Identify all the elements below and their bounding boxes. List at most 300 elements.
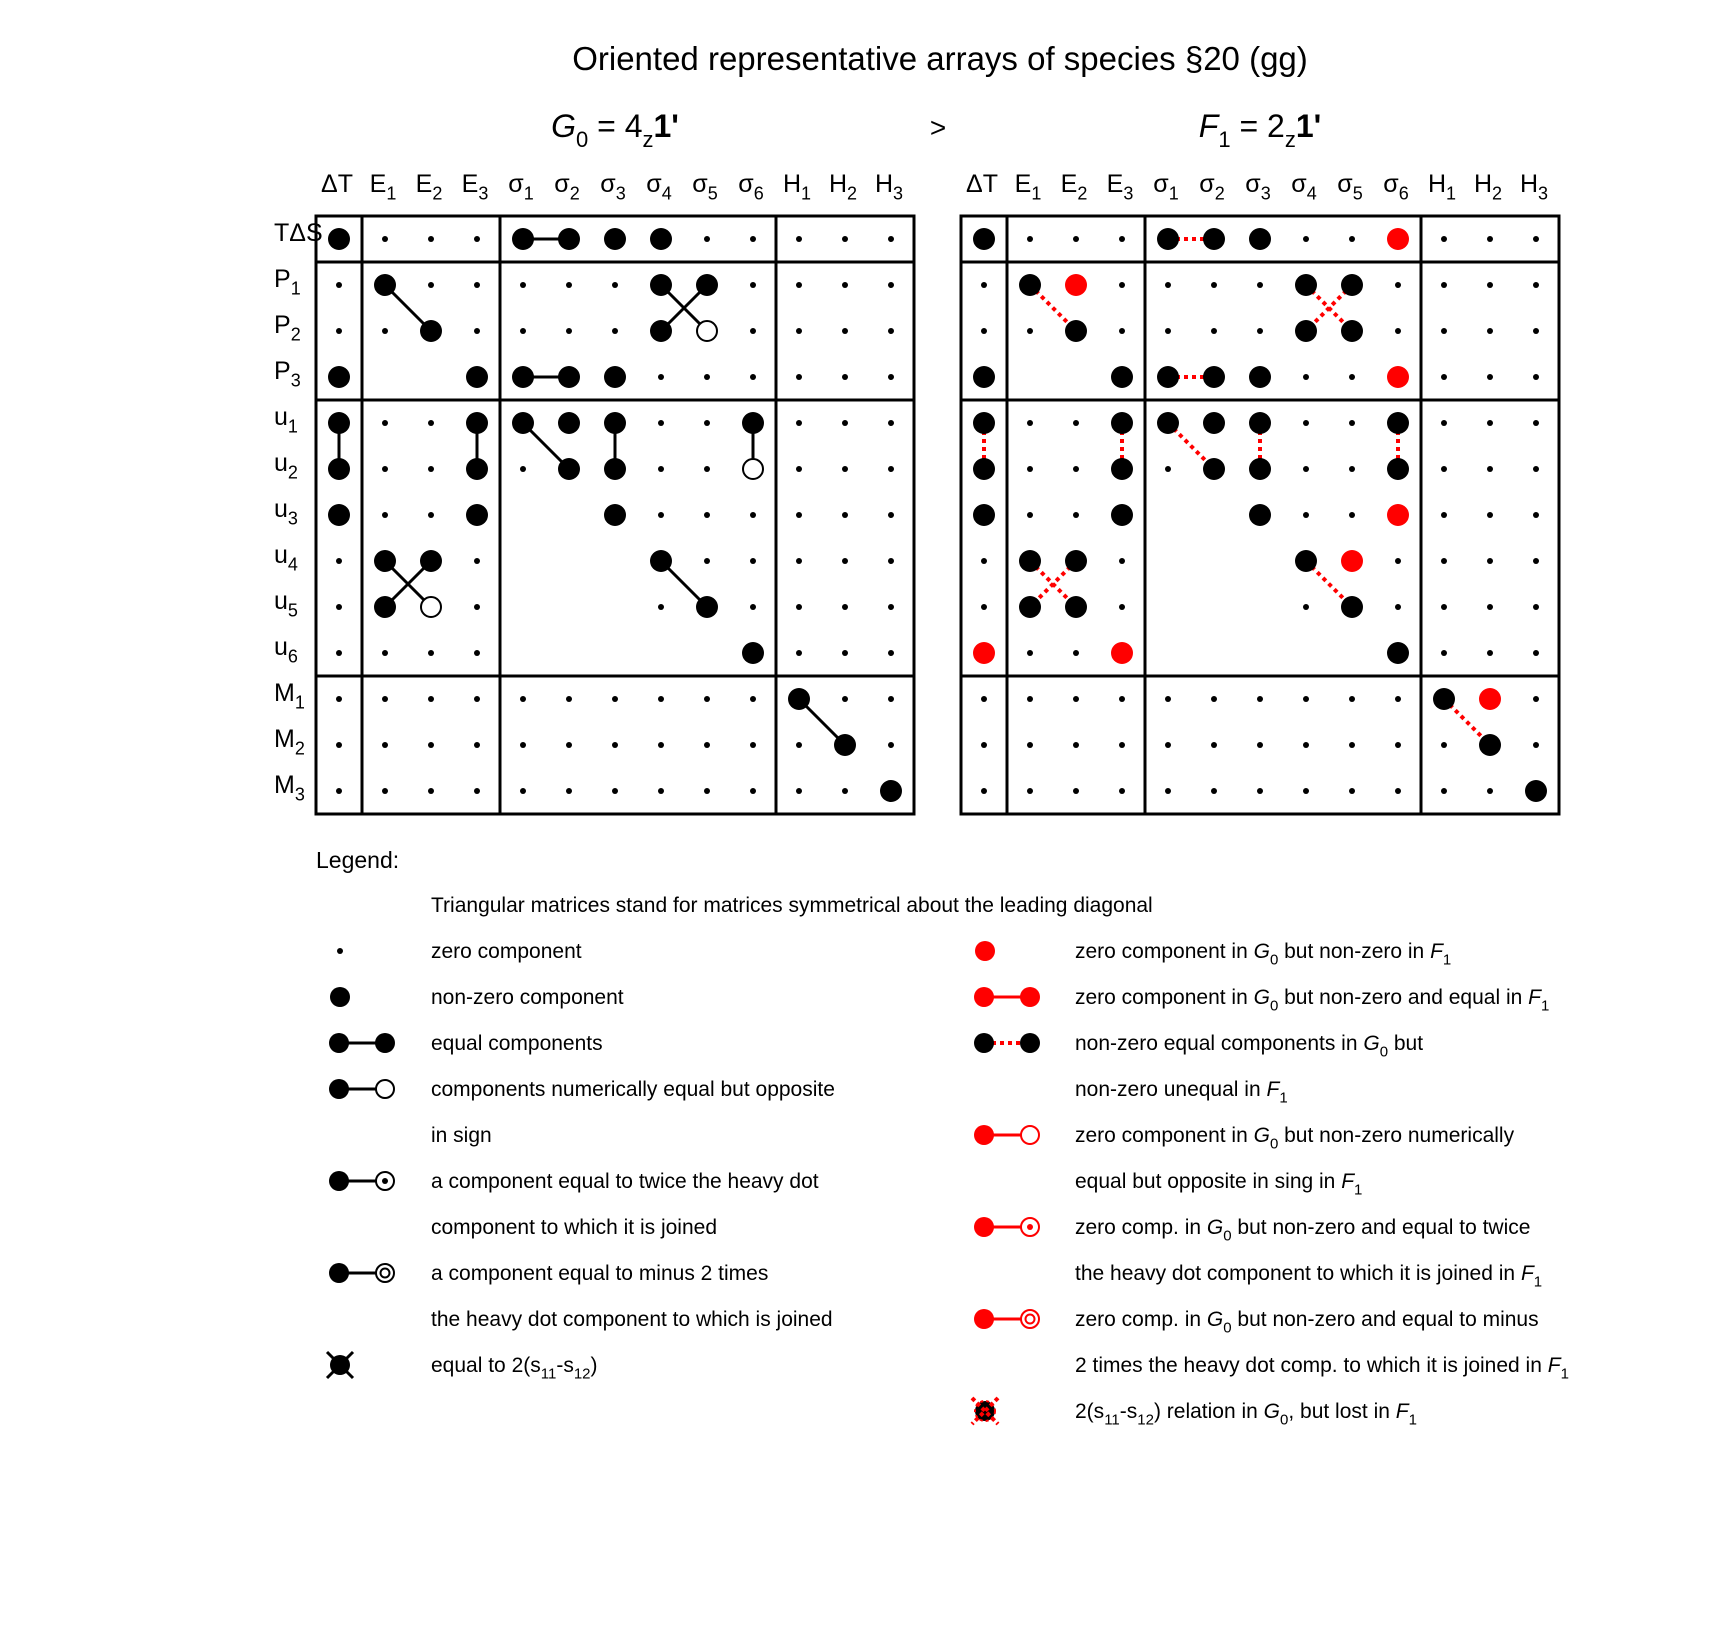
zero-component-dot — [1487, 420, 1493, 426]
zero-component-dot — [1349, 420, 1355, 426]
zero-component-dot — [1441, 558, 1447, 564]
zero-component-dot — [842, 282, 848, 288]
zero-component-dot — [1119, 742, 1125, 748]
legend-heading: Legend: — [316, 847, 400, 873]
nonzero-component-dot — [1203, 228, 1225, 250]
nonzero-component-dot — [1387, 642, 1409, 664]
zero-component-dot — [1303, 374, 1309, 380]
nonzero-component-dot — [973, 504, 995, 526]
zero-component-dot — [981, 696, 987, 702]
nonzero-component-dot — [1111, 366, 1133, 388]
zero-component-dot — [382, 650, 388, 656]
zero-component-dot — [842, 788, 848, 794]
nonzero-component-dot — [1479, 734, 1501, 756]
zero-component-dot — [1119, 282, 1125, 288]
zero-component-dot — [336, 788, 342, 794]
zero-component-dot — [1027, 742, 1033, 748]
zero-component-dot — [1441, 328, 1447, 334]
symbol-dot — [329, 1033, 349, 1053]
row-label: $u_4$ — [274, 541, 298, 575]
nonzero-component-dot — [466, 504, 488, 526]
relation-symbol: > — [929, 112, 947, 143]
nonzero-component-dot — [558, 412, 580, 434]
zero-component-dot — [1487, 650, 1493, 656]
row-label: TΔS — [274, 219, 323, 247]
zero-component-dot — [1487, 558, 1493, 564]
legend-text: components numerically equal but opposite — [431, 1078, 835, 1101]
zero-component-dot — [1165, 282, 1171, 288]
nonzero-component-dot — [420, 320, 442, 342]
zero-component-dot — [474, 604, 480, 610]
new-nonzero-component-dot — [1387, 228, 1409, 250]
zero-component-dot — [658, 788, 664, 794]
legend-text: zero comp. in $G_0$ but non-zero and equal to minus — [1075, 1308, 1539, 1337]
figure-title: Oriented representative arrays of species §20 (gg) — [572, 40, 1308, 77]
zero-component-dot — [658, 696, 664, 702]
zero-component-dot — [1349, 742, 1355, 748]
zero-component-dot — [1257, 742, 1263, 748]
nonzero-component-dot — [558, 228, 580, 250]
zero-component-dot — [888, 696, 894, 702]
zero-component-dot — [750, 604, 756, 610]
nonzero-component-dot — [328, 458, 350, 480]
zero-component-dot — [520, 696, 526, 702]
column-label: $H_2$ — [1473, 170, 1503, 204]
nonzero-component-dot — [328, 504, 350, 526]
nonzero-component-dot — [880, 780, 902, 802]
zero-component-dot — [520, 742, 526, 748]
zero-component-dot — [612, 696, 618, 702]
nonzero-component-dot — [1249, 366, 1271, 388]
zero-component-dot — [750, 788, 756, 794]
nonzero-component-dot — [558, 366, 580, 388]
zero-component-dot — [1257, 282, 1263, 288]
nonzero-component-dot — [1019, 550, 1041, 572]
column-label: $E_2$ — [1060, 170, 1088, 204]
legend-text: zero component in $G_0$ but non-zero in $F_1$ — [1075, 940, 1452, 969]
zero-component-dot — [1441, 604, 1447, 610]
legend-text: zero component — [431, 940, 582, 963]
zero-component-dot — [566, 788, 572, 794]
zero-component-dot — [796, 788, 802, 794]
nonzero-component-dot — [604, 412, 626, 434]
row-label: $P_3$ — [274, 357, 301, 391]
zero-component-dot — [336, 328, 342, 334]
zero-component-dot — [382, 742, 388, 748]
row-label: $M_1$ — [274, 679, 305, 713]
column-label: $\sigma_1$ — [1153, 170, 1179, 204]
symbol-ring — [1021, 1310, 1039, 1328]
zero-component-dot — [1349, 788, 1355, 794]
nonzero-component-dot — [1157, 228, 1179, 250]
zero-component-dot — [750, 236, 756, 242]
zero-component-dot — [750, 512, 756, 518]
zero-component-dot — [1441, 236, 1447, 242]
zero-component-dot — [1303, 742, 1309, 748]
zero-component-dot — [1349, 236, 1355, 242]
nonzero-component-dot — [1019, 596, 1041, 618]
column-label: $\sigma_3$ — [600, 170, 626, 204]
zero-component-dot — [612, 788, 618, 794]
zero-component-dot — [1487, 512, 1493, 518]
zero-component-dot — [1395, 742, 1401, 748]
symbol-dot — [974, 1217, 994, 1237]
nonzero-component-dot — [1249, 504, 1271, 526]
new-nonzero-component-dot — [1111, 642, 1133, 664]
zero-component-dot — [382, 420, 388, 426]
zero-component-dot — [1441, 282, 1447, 288]
zero-component-dot — [1533, 650, 1539, 656]
zero-component-dot — [842, 558, 848, 564]
legend-text: a component equal to minus 2 times — [431, 1262, 769, 1285]
zero-component-dot — [336, 742, 342, 748]
new-nonzero-component-dot — [1341, 550, 1363, 572]
legend-text: zero comp. in $G_0$ but non-zero and equal to twice — [1075, 1216, 1531, 1245]
zero-component-dot — [888, 558, 894, 564]
zero-component-dot — [474, 696, 480, 702]
zero-component-dot — [750, 282, 756, 288]
nonzero-component-dot — [1249, 228, 1271, 250]
symbol-dot — [975, 941, 995, 961]
zero-component-dot — [1303, 788, 1309, 794]
zero-component-dot — [382, 466, 388, 472]
nonzero-component-dot — [1249, 458, 1271, 480]
zero-component-dot — [1303, 696, 1309, 702]
zero-component-dot — [704, 788, 710, 794]
zero-component-dot — [1303, 420, 1309, 426]
zero-component-dot — [336, 650, 342, 656]
opposite-sign-dot — [743, 459, 763, 479]
zero-component-dot — [888, 512, 894, 518]
zero-component-dot — [1211, 742, 1217, 748]
zero-component-dot — [474, 788, 480, 794]
nonzero-component-dot — [973, 458, 995, 480]
zero-component-dot — [888, 328, 894, 334]
zero-component-dot — [382, 512, 388, 518]
legend-text: non-zero equal components in $G_0$ but — [1075, 1032, 1424, 1061]
column-label: $\sigma_6$ — [1383, 170, 1409, 204]
nonzero-component-dot — [1341, 596, 1363, 618]
zero-component-dot — [1533, 696, 1539, 702]
legend-text: $2(s_{11}-s_{12})$ relation in $G_0$, but lost in $F_1$ — [1075, 1400, 1417, 1429]
nonzero-component-dot — [1203, 412, 1225, 434]
zero-component-dot — [1027, 420, 1033, 426]
zero-component-dot — [336, 696, 342, 702]
nonzero-component-dot — [973, 366, 995, 388]
opposite-sign-dot — [697, 321, 717, 341]
zero-component-dot — [1441, 788, 1447, 794]
zero-component-dot — [1027, 328, 1033, 334]
zero-component-dot — [1073, 466, 1079, 472]
symbol-dot — [974, 987, 994, 1007]
zero-component-dot — [1165, 328, 1171, 334]
opposite-sign-dot — [421, 597, 441, 617]
zero-component-dot — [704, 420, 710, 426]
column-label: $\sigma_5$ — [1337, 170, 1363, 204]
zero-component-dot — [981, 328, 987, 334]
zero-component-dot — [704, 558, 710, 564]
zero-component-dot — [1487, 328, 1493, 334]
zero-component-dot — [796, 374, 802, 380]
nonzero-component-dot — [650, 320, 672, 342]
column-label: $E_1$ — [1014, 170, 1042, 204]
column-label: $H_2$ — [828, 170, 858, 204]
zero-component-dot — [520, 788, 526, 794]
row-label: $P_1$ — [274, 265, 301, 299]
nonzero-component-dot — [1019, 274, 1041, 296]
legend-text: component to which it is joined — [431, 1216, 717, 1239]
row-label: $M_3$ — [274, 771, 305, 805]
zero-component-dot — [981, 558, 987, 564]
zero-component-dot — [1073, 236, 1079, 242]
zero-component-dot — [704, 236, 710, 242]
zero-component-dot — [796, 604, 802, 610]
zero-component-dot — [474, 236, 480, 242]
zero-component-dot — [336, 282, 342, 288]
column-label: $E_3$ — [461, 170, 489, 204]
zero-component-dot — [428, 788, 434, 794]
zero-component-dot — [566, 696, 572, 702]
zero-component-dot — [704, 512, 710, 518]
row-label: $u_5$ — [274, 587, 298, 621]
zero-component-dot — [658, 742, 664, 748]
zero-component-dot — [1027, 512, 1033, 518]
symbol-dot — [329, 1079, 349, 1099]
row-label: $u_3$ — [274, 495, 298, 529]
nonzero-component-dot — [1525, 780, 1547, 802]
zero-component-dot — [842, 374, 848, 380]
nonzero-component-dot — [650, 274, 672, 296]
zero-component-dot — [382, 696, 388, 702]
nonzero-component-dot — [512, 412, 534, 434]
zero-component-dot — [1119, 328, 1125, 334]
legend-text: a component equal to twice the heavy dot — [431, 1170, 819, 1193]
legend-text: 2 times the heavy dot comp. to which it is joined in $F_1$ — [1075, 1354, 1569, 1383]
zero-component-dot — [1441, 374, 1447, 380]
zero-component-dot — [888, 420, 894, 426]
zero-component-dot — [842, 420, 848, 426]
zero-component-dot — [1027, 788, 1033, 794]
zero-component-dot — [428, 466, 434, 472]
column-label: $\sigma_2$ — [1199, 170, 1225, 204]
zero-component-dot — [1487, 466, 1493, 472]
zero-component-dot — [1119, 236, 1125, 242]
zero-component-dot — [1119, 696, 1125, 702]
nonzero-component-dot — [604, 458, 626, 480]
row-label: $u_6$ — [274, 633, 298, 667]
zero-component-dot — [474, 282, 480, 288]
nonzero-component-dot — [1295, 550, 1317, 572]
zero-component-dot — [1211, 788, 1217, 794]
nonzero-component-dot — [1065, 596, 1087, 618]
zero-component-dot — [658, 604, 664, 610]
symbol-dot — [1020, 1033, 1040, 1053]
zero-component-dot — [842, 512, 848, 518]
zero-component-dot — [1441, 466, 1447, 472]
legend-text: equal components — [431, 1032, 603, 1055]
zero-component-dot — [704, 742, 710, 748]
nonzero-component-dot — [696, 596, 718, 618]
nonzero-component-dot — [1295, 320, 1317, 342]
zero-component-dot — [1533, 236, 1539, 242]
zero-component-dot — [1395, 282, 1401, 288]
symbol-ring-center — [1027, 1224, 1033, 1230]
zero-component-dot — [428, 512, 434, 518]
nonzero-component-dot — [1295, 274, 1317, 296]
column-label: $H_1$ — [1427, 170, 1457, 204]
legend-text: the heavy dot component to which is joined — [431, 1308, 833, 1331]
symbol-dot — [974, 1309, 994, 1329]
zero-component-dot — [1395, 328, 1401, 334]
zero-component-dot — [888, 374, 894, 380]
symbol-dot — [329, 1171, 349, 1191]
zero-component-dot — [1165, 466, 1171, 472]
nonzero-component-dot — [374, 274, 396, 296]
zero-component-dot — [842, 328, 848, 334]
zero-component-dot — [796, 420, 802, 426]
zero-component-dot — [474, 328, 480, 334]
zero-component-dot — [1257, 696, 1263, 702]
zero-component-dot — [750, 558, 756, 564]
zero-component-dot — [1487, 374, 1493, 380]
nonzero-component-dot — [466, 366, 488, 388]
zero-component-dot — [428, 420, 434, 426]
symbol-ring-center — [382, 1178, 388, 1184]
zero-component-dot — [1395, 696, 1401, 702]
nonzero-component-dot — [1387, 458, 1409, 480]
zero-component-dot — [842, 466, 848, 472]
zero-component-dot — [1533, 512, 1539, 518]
zero-component-dot — [1073, 742, 1079, 748]
zero-component-dot — [474, 558, 480, 564]
symbol-ring — [1021, 1126, 1039, 1144]
zero-component-dot — [1073, 512, 1079, 518]
heading-text: $G_0 = 4_z1'$ — [551, 108, 679, 152]
zero-component-dot — [1533, 282, 1539, 288]
column-label: $\sigma_5$ — [692, 170, 718, 204]
zero-component-dot — [1211, 328, 1217, 334]
zero-component-dot — [1441, 420, 1447, 426]
column-label: ΔT — [966, 170, 998, 198]
column-label: $\sigma_3$ — [1245, 170, 1271, 204]
zero-component-dot — [704, 696, 710, 702]
zero-component-dot — [428, 696, 434, 702]
symbol-dot — [974, 1033, 994, 1053]
zero-component-dot — [520, 282, 526, 288]
symbol-dot — [1020, 987, 1040, 1007]
zero-component-dot — [1073, 650, 1079, 656]
zero-component-dot — [1027, 466, 1033, 472]
heading-text: $F_1 = 2_z1'$ — [1198, 108, 1322, 152]
zero-component-dot — [888, 742, 894, 748]
nonzero-component-dot — [1111, 504, 1133, 526]
zero-component-dot — [520, 328, 526, 334]
zero-component-dot — [1487, 236, 1493, 242]
zero-component-dot — [750, 742, 756, 748]
new-nonzero-component-dot — [1387, 504, 1409, 526]
zero-component-dot — [1441, 742, 1447, 748]
zero-component-dot — [612, 742, 618, 748]
zero-component-dot — [796, 236, 802, 242]
zero-component-dot — [1303, 466, 1309, 472]
new-nonzero-component-dot — [1387, 366, 1409, 388]
column-label: $\sigma_6$ — [738, 170, 764, 204]
symbol-dot — [337, 948, 343, 954]
nonzero-component-dot — [604, 366, 626, 388]
nonzero-component-dot — [696, 274, 718, 296]
zero-component-dot — [658, 374, 664, 380]
nonzero-component-dot — [1341, 320, 1363, 342]
nonzero-component-dot — [1065, 550, 1087, 572]
zero-component-dot — [612, 282, 618, 288]
zero-component-dot — [1533, 328, 1539, 334]
legend-text: in sign — [431, 1124, 492, 1147]
nonzero-component-dot — [1111, 412, 1133, 434]
zero-component-dot — [1027, 650, 1033, 656]
zero-component-dot — [796, 328, 802, 334]
symbol-dot — [330, 987, 350, 1007]
zero-component-dot — [336, 604, 342, 610]
zero-component-dot — [428, 742, 434, 748]
zero-component-dot — [1303, 236, 1309, 242]
zero-component-dot — [658, 512, 664, 518]
zero-component-dot — [981, 282, 987, 288]
zero-component-dot — [658, 420, 664, 426]
symbol-dot — [375, 1033, 395, 1053]
zero-component-dot — [1533, 558, 1539, 564]
zero-component-dot — [1073, 696, 1079, 702]
row-label: $P_2$ — [274, 311, 301, 345]
nonzero-component-dot — [1065, 320, 1087, 342]
zero-component-dot — [750, 374, 756, 380]
zero-component-dot — [981, 788, 987, 794]
new-nonzero-component-dot — [1479, 688, 1501, 710]
legend-text: the heavy dot component to which it is joined in $F_1$ — [1075, 1262, 1543, 1291]
nonzero-component-dot — [512, 228, 534, 250]
nonzero-component-dot — [1203, 458, 1225, 480]
column-label: $E_2$ — [415, 170, 443, 204]
zero-component-dot — [474, 650, 480, 656]
zero-component-dot — [796, 558, 802, 564]
zero-component-dot — [382, 788, 388, 794]
column-label: $\sigma_1$ — [508, 170, 534, 204]
nonzero-component-dot — [973, 228, 995, 250]
zero-component-dot — [1257, 328, 1263, 334]
new-nonzero-component-dot — [1065, 274, 1087, 296]
legend-text: equal to $2(s_{11}-s_{12})$ — [431, 1354, 598, 1383]
zero-component-dot — [1349, 512, 1355, 518]
nonzero-component-dot — [374, 596, 396, 618]
zero-component-dot — [336, 558, 342, 564]
zero-component-dot — [612, 328, 618, 334]
zero-component-dot — [1165, 742, 1171, 748]
zero-component-dot — [981, 604, 987, 610]
nonzero-component-dot — [374, 550, 396, 572]
zero-component-dot — [1073, 788, 1079, 794]
nonzero-component-dot — [328, 228, 350, 250]
nonzero-component-dot — [1433, 688, 1455, 710]
new-nonzero-component-dot — [973, 642, 995, 664]
nonzero-component-dot — [1203, 366, 1225, 388]
column-label: $\sigma_4$ — [646, 170, 672, 204]
nonzero-component-dot — [1157, 412, 1179, 434]
legend-text: non-zero component — [431, 986, 624, 1009]
zero-component-dot — [796, 650, 802, 656]
nonzero-component-dot — [1111, 458, 1133, 480]
zero-component-dot — [842, 236, 848, 242]
zero-component-dot — [888, 282, 894, 288]
nonzero-component-dot — [650, 550, 672, 572]
